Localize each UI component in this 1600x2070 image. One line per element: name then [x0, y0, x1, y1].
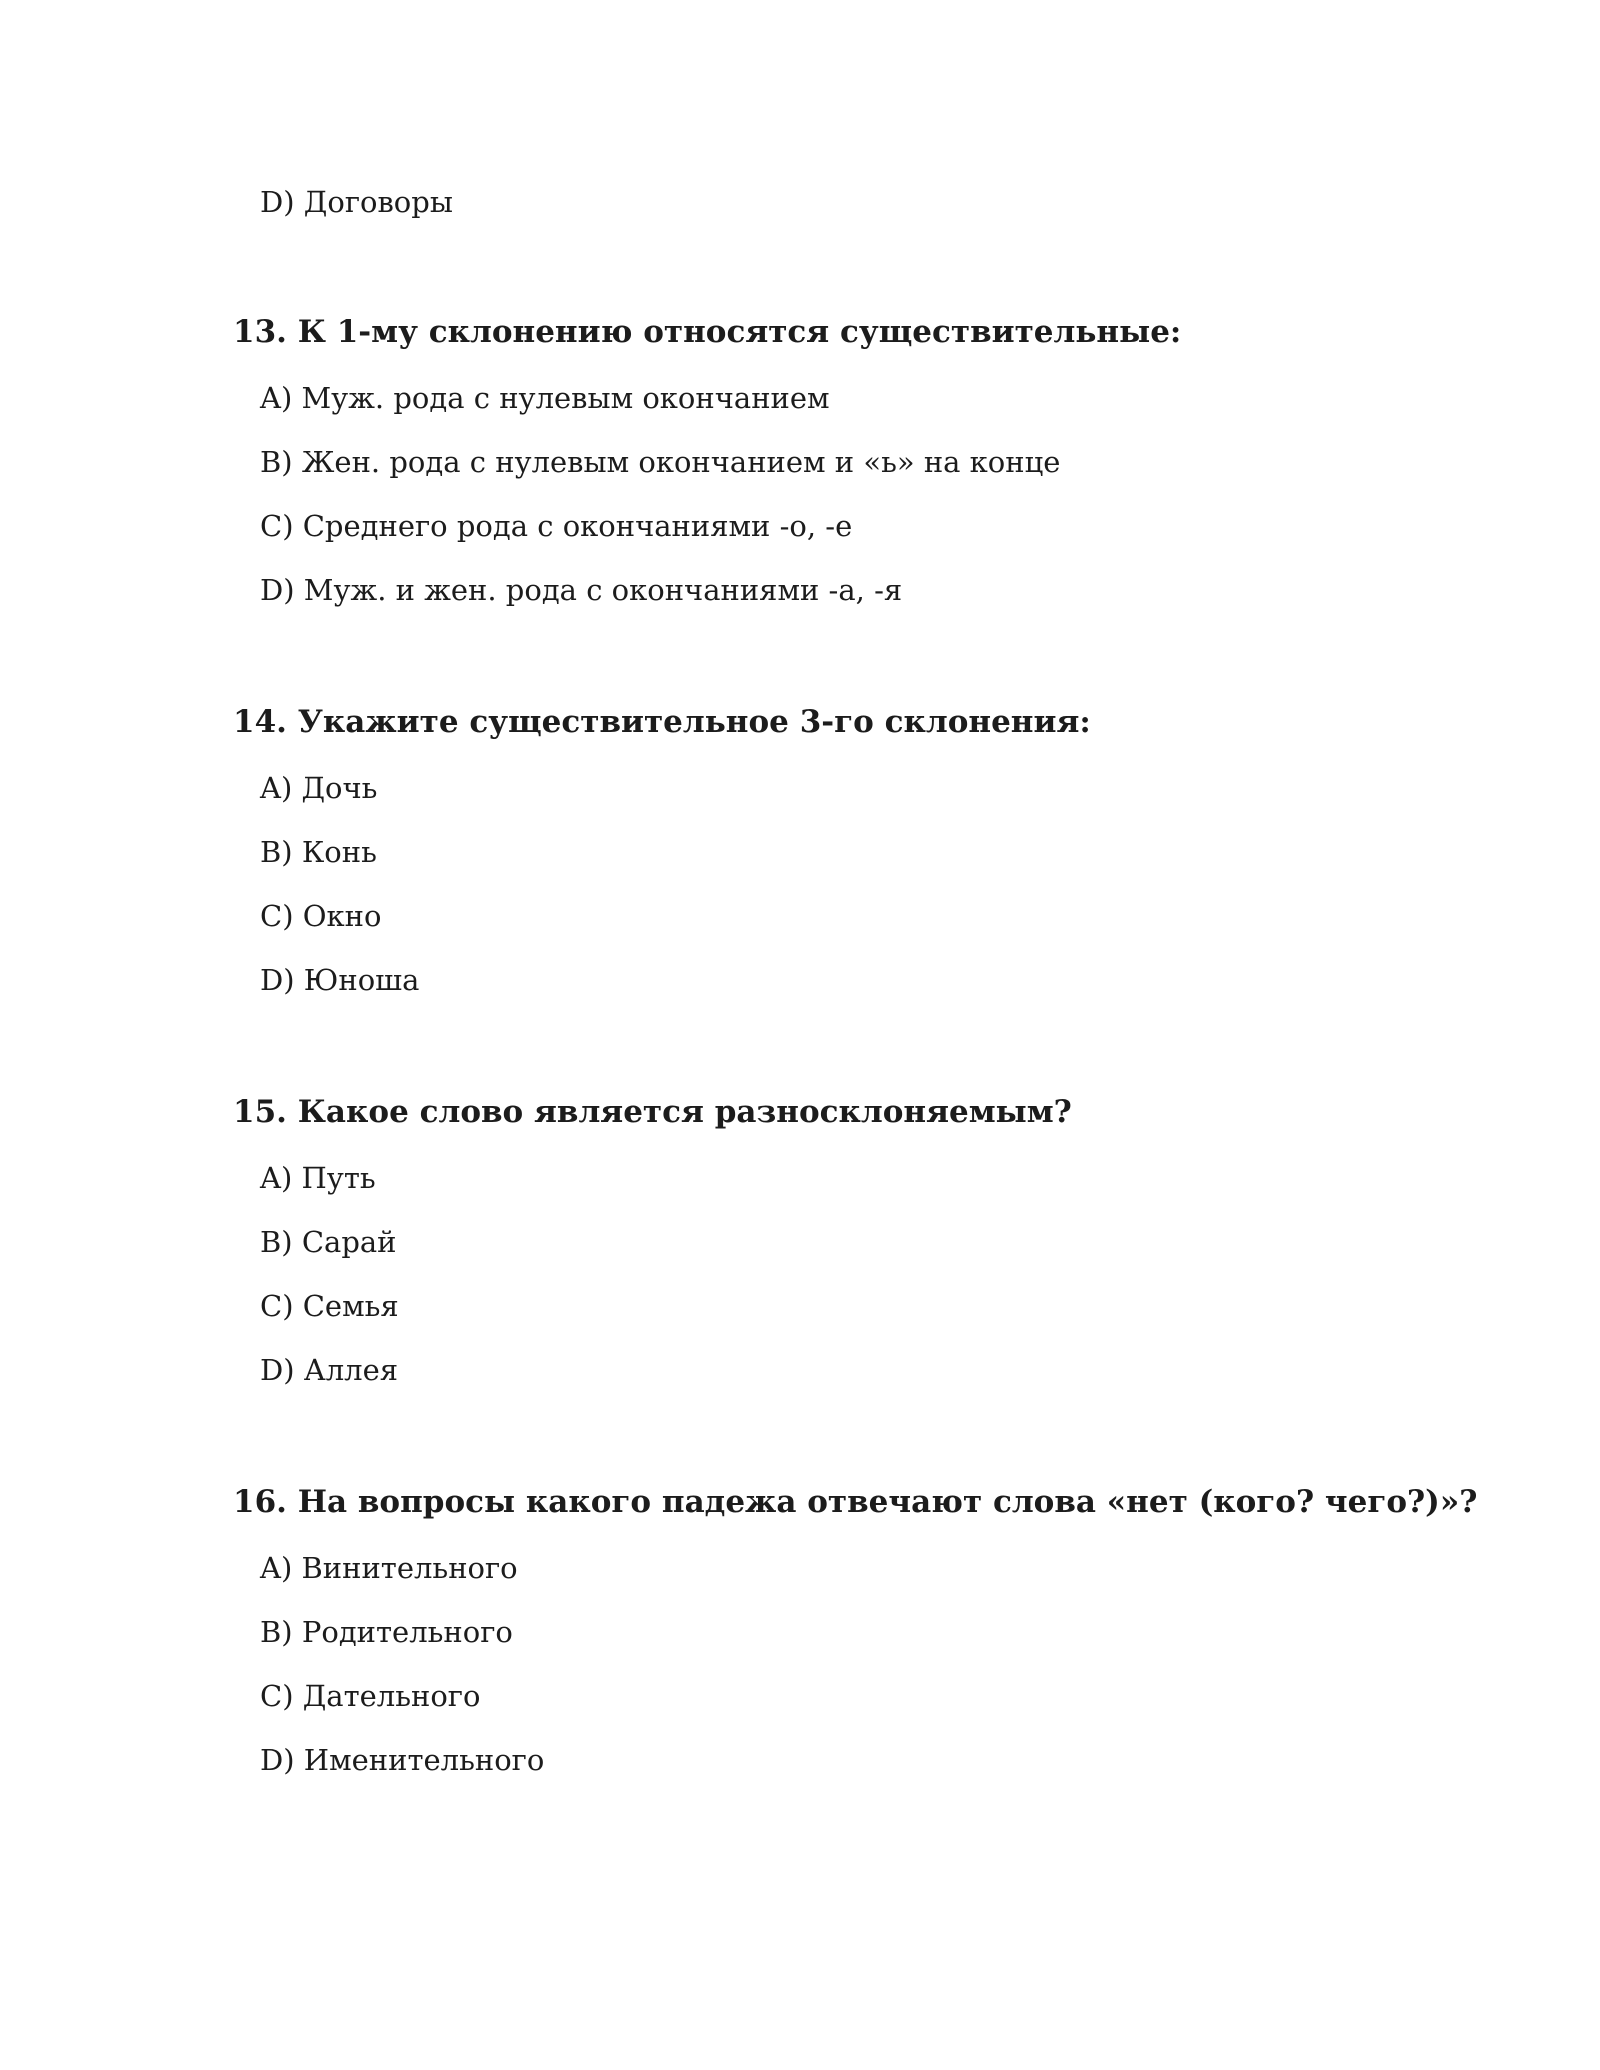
option-14-a: A) Дочь	[260, 771, 378, 805]
question-15-title: 15. Какое слово является разносклоняемым?	[233, 1094, 1072, 1130]
option-14-c: C) Окно	[260, 899, 382, 933]
option-14-d: D) Юноша	[260, 963, 420, 997]
option-13-d: D) Муж. и жен. рода с окончаниями -а, -я	[260, 573, 903, 607]
option-15-a: A) Путь	[260, 1161, 376, 1195]
question-13-title: 13. К 1-му склонению относятся существительные:	[233, 314, 1182, 350]
question-16-title: 16. На вопросы какого падежа отвечают слова «нет (кого? чего?)»?	[233, 1484, 1478, 1520]
question-16-options	[233, 1546, 1533, 1782]
option-15-b: B) Сарай	[260, 1225, 397, 1259]
question-15	[233, 1090, 1533, 1392]
option-16-b: B) Родительного	[260, 1615, 513, 1649]
option-13-c: C) Среднего рода с окончаниями -о, -е	[260, 509, 853, 543]
question-14-options	[233, 766, 1533, 1002]
question-15-options	[233, 1156, 1533, 1392]
option-15-c: C) Семья	[260, 1289, 399, 1323]
option-15-d: D) Аллея	[260, 1353, 399, 1387]
option-16-c: C) Дательного	[260, 1679, 481, 1713]
option-12-d: D) Договоры	[260, 185, 453, 219]
option-14-b: B) Конь	[260, 835, 377, 869]
question-14	[233, 700, 1533, 1002]
question-13-options	[233, 376, 1533, 612]
option-16-a: A) Винительного	[260, 1551, 518, 1585]
option-16-d: D) Именительного	[260, 1743, 545, 1777]
question-13	[233, 310, 1533, 612]
option-13-b: B) Жен. рода с нулевым окончанием и «ь» на конце	[260, 445, 1061, 479]
option-13-a: A) Муж. рода с нулевым окончанием	[260, 381, 830, 415]
question-14-title: 14. Укажите существительное 3-го склонения:	[233, 704, 1091, 740]
question-16	[233, 1480, 1533, 1782]
